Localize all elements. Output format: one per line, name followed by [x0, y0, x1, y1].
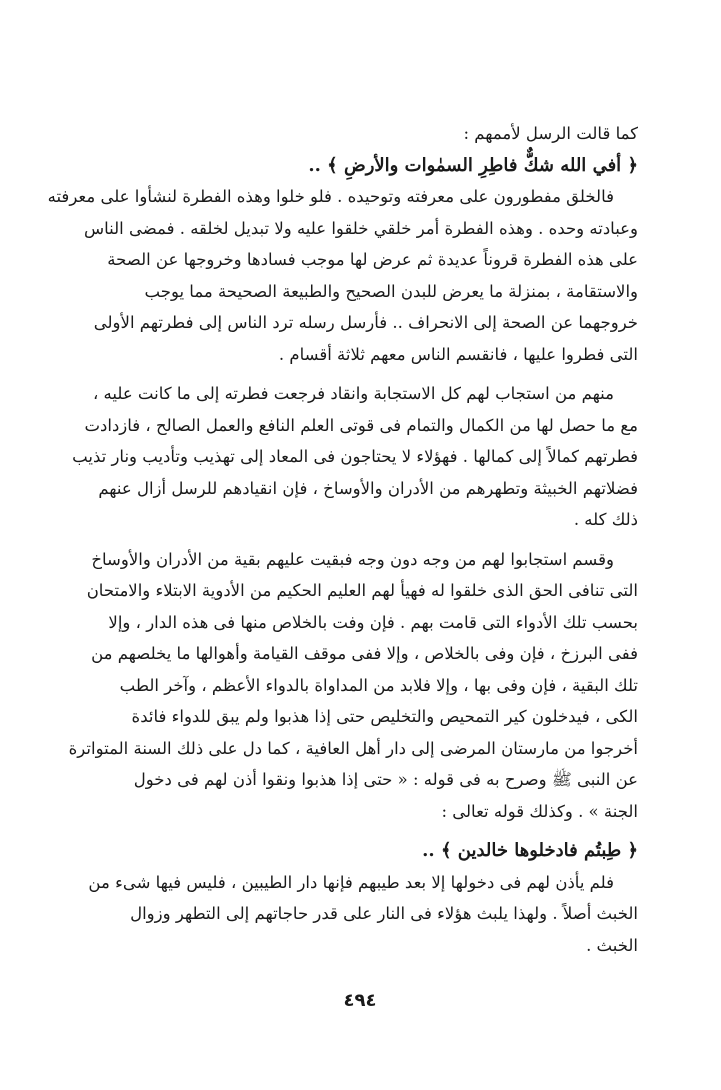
paragraph-line: خروجهما عن الصحة إلى الانحراف .. فأرسل رسله ترد الناس إلى فطرتهم الأولى [93, 313, 638, 332]
paragraph-1 [47, 181, 638, 370]
paragraph-line: التى تنافى الحق الذى خلقوا له فهيأ لهم العليم الحكيم من الأدوية الابتلاء والامتحان [86, 581, 638, 600]
paragraph-line: ذلك كله . [573, 510, 638, 529]
page-number: ٤٩٤ [343, 990, 377, 1011]
paragraph-line: والاستقامة ، بمنزلة ما يعرض للبدن الصحيح والطبيعة الصحيحة مما يوجب [144, 281, 638, 301]
paragraph-line: فضلاتهم الخبيثة وتطهرهم من الأدران والأوساخ ، فإن انقيادهم للرسل أزال عنهم [98, 478, 638, 498]
paragraph-line: فلم يأذن لهم فى دخولها إلا بعد طيبهم فإنها دار الطيبين ، فليس فيها شىء من [88, 872, 614, 892]
paragraph-line: الخبث أصلاً . ولهذا يلبث هؤلاء فى النار على قدر حاجاتهم إلى التطهر وزوال [130, 904, 638, 923]
intro-line: كما قالت الرسل لأممهم : [463, 124, 638, 143]
paragraph-line: على هذه الفطرة قروناً عديدة ثم عرض لها موجب فسادها وخروجها عن الصحة [107, 250, 638, 269]
paragraph-line: فطرتهم كمالاً إلى كمالها . فهؤلاء لا يحتاجون فى المعاد إلى تهذيب وتأديب ونار تذيب [72, 447, 638, 466]
paragraph-2 [72, 378, 638, 536]
paragraph-3 [68, 544, 638, 828]
paragraph-line: بحسب تلك الأدواء التى قامت بهم . فإن وفت بالخلاص منها فى هذه الدار ، وإلا [108, 612, 638, 632]
paragraph-line: وعبادته وحده . وهذه الفطرة أمر خلقي خلقوا عليه ولا تبديل لخلقه . فمضى الناس [83, 218, 638, 238]
paragraph-line: ففى البرزخ ، فإن وفى بالخلاص ، وإلا ففى موقف القيامة وأهوالها ما يخلصهم من [91, 644, 638, 663]
quran-verse-1: ﴿ أفي الله شكٌّ فاطِرِ السمٰوات والأرضِ ﴾ .. [308, 154, 638, 176]
paragraph-line: عن النبى ﷺ وصرح به فى قوله : « حتى إذا هذبوا ونقوا أذن لهم فى دخول [133, 770, 638, 789]
page-body [47, 118, 638, 969]
paragraph-line: الجنة » . وكذلك قوله تعالى : [441, 801, 638, 821]
paragraph-line: مع ما حصل لها من الكمال والتمام فى قوتى العلم النافع والعمل الصالح ، فازدادت [84, 415, 638, 435]
paragraph-line: التى فطروا عليها ، فانقسم الناس معهم ثلاثة أقسام . [278, 344, 638, 364]
paragraph-line: الخبث . [586, 935, 638, 955]
paragraph-line: منهم من استجاب لهم كل الاستجابة وانقاد فرجعت فطرته إلى ما كانت عليه ، [92, 384, 614, 403]
quran-verse-2: ﴿ طِبتُم فادخلوها خالدين ﴾ .. [422, 840, 638, 861]
paragraph-line: الكى ، فيدخلون كير التمحيص والتخليص حتى إذا هذبوا ولم يبق للدواء فائدة [131, 707, 638, 726]
paragraph-line: أخرجوا من مارستان المرضى إلى دار أهل العافية ، كما دل على ذلك السنة المتواترة [68, 738, 638, 758]
paragraph-line: فالخلق مفطورون على معرفته وتوحيده . فلو خلوا وهذه الفطرة لنشأوا على معرفته [47, 187, 614, 206]
paragraph-4 [88, 867, 638, 962]
paragraph-line: وقسم استجابوا لهم من وجه دون وجه فبقيت عليهم بقية من الأدران والأوساخ [91, 549, 614, 569]
paragraph-line: تلك البقية ، فإن وفى بها ، وإلا فلابد من المداواة بالدواء الأعظم ، وآخر الطب [119, 675, 638, 695]
